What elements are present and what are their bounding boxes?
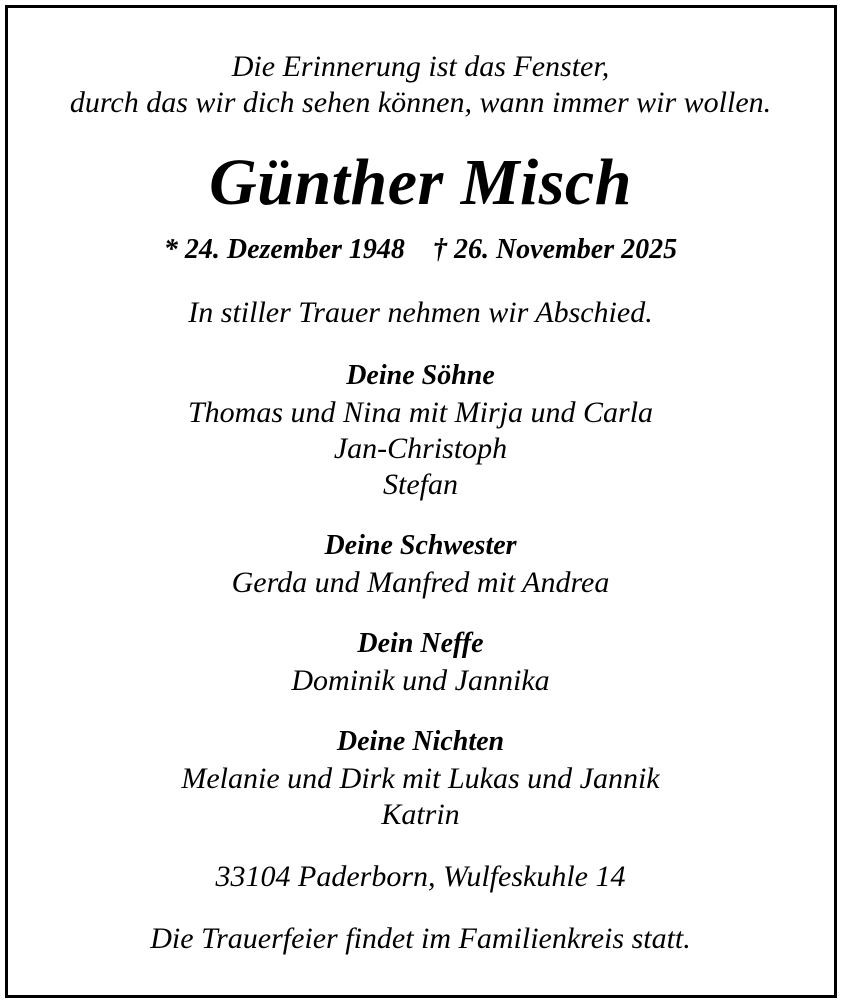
verse-line-2: durch das wir dich sehen können, wann immer wir wollen. <box>69 86 772 119</box>
death-date: † 26. November 2025 <box>432 234 678 265</box>
nieces-heading: Deine Nichten <box>336 726 505 757</box>
farewell-text: In stiller Trauer nehmen wir Abschied. <box>188 296 653 329</box>
nephew-heading: Dein Neffe <box>357 628 484 659</box>
sister-heading: Deine Schwester <box>324 530 517 561</box>
birth-date: * 24. Dezember 1948 <box>163 234 405 265</box>
life-dates <box>0 236 841 264</box>
sons-member: Jan-Christoph <box>333 432 508 465</box>
sons-heading: Deine Söhne <box>346 360 495 391</box>
service-note: Die Trauerfeier findet im Familienkreis statt. <box>150 922 691 955</box>
verse-line-1: Die Erinnerung ist das Fenster, <box>231 50 610 83</box>
nieces-member: Katrin <box>381 798 460 831</box>
sister-member: Gerda und Manfred mit Andrea <box>231 566 610 599</box>
sons-member: Stefan <box>383 468 458 501</box>
address: 33104 Paderborn, Wulfeskuhle 14 <box>215 860 626 893</box>
nieces-member: Melanie und Dirk mit Lukas und Jannik <box>181 762 660 795</box>
nephew-member: Dominik und Jannika <box>291 664 550 697</box>
deceased-name: Günther Misch <box>209 146 632 219</box>
sons-member: Thomas und Nina mit Mirja und Carla <box>187 396 654 429</box>
